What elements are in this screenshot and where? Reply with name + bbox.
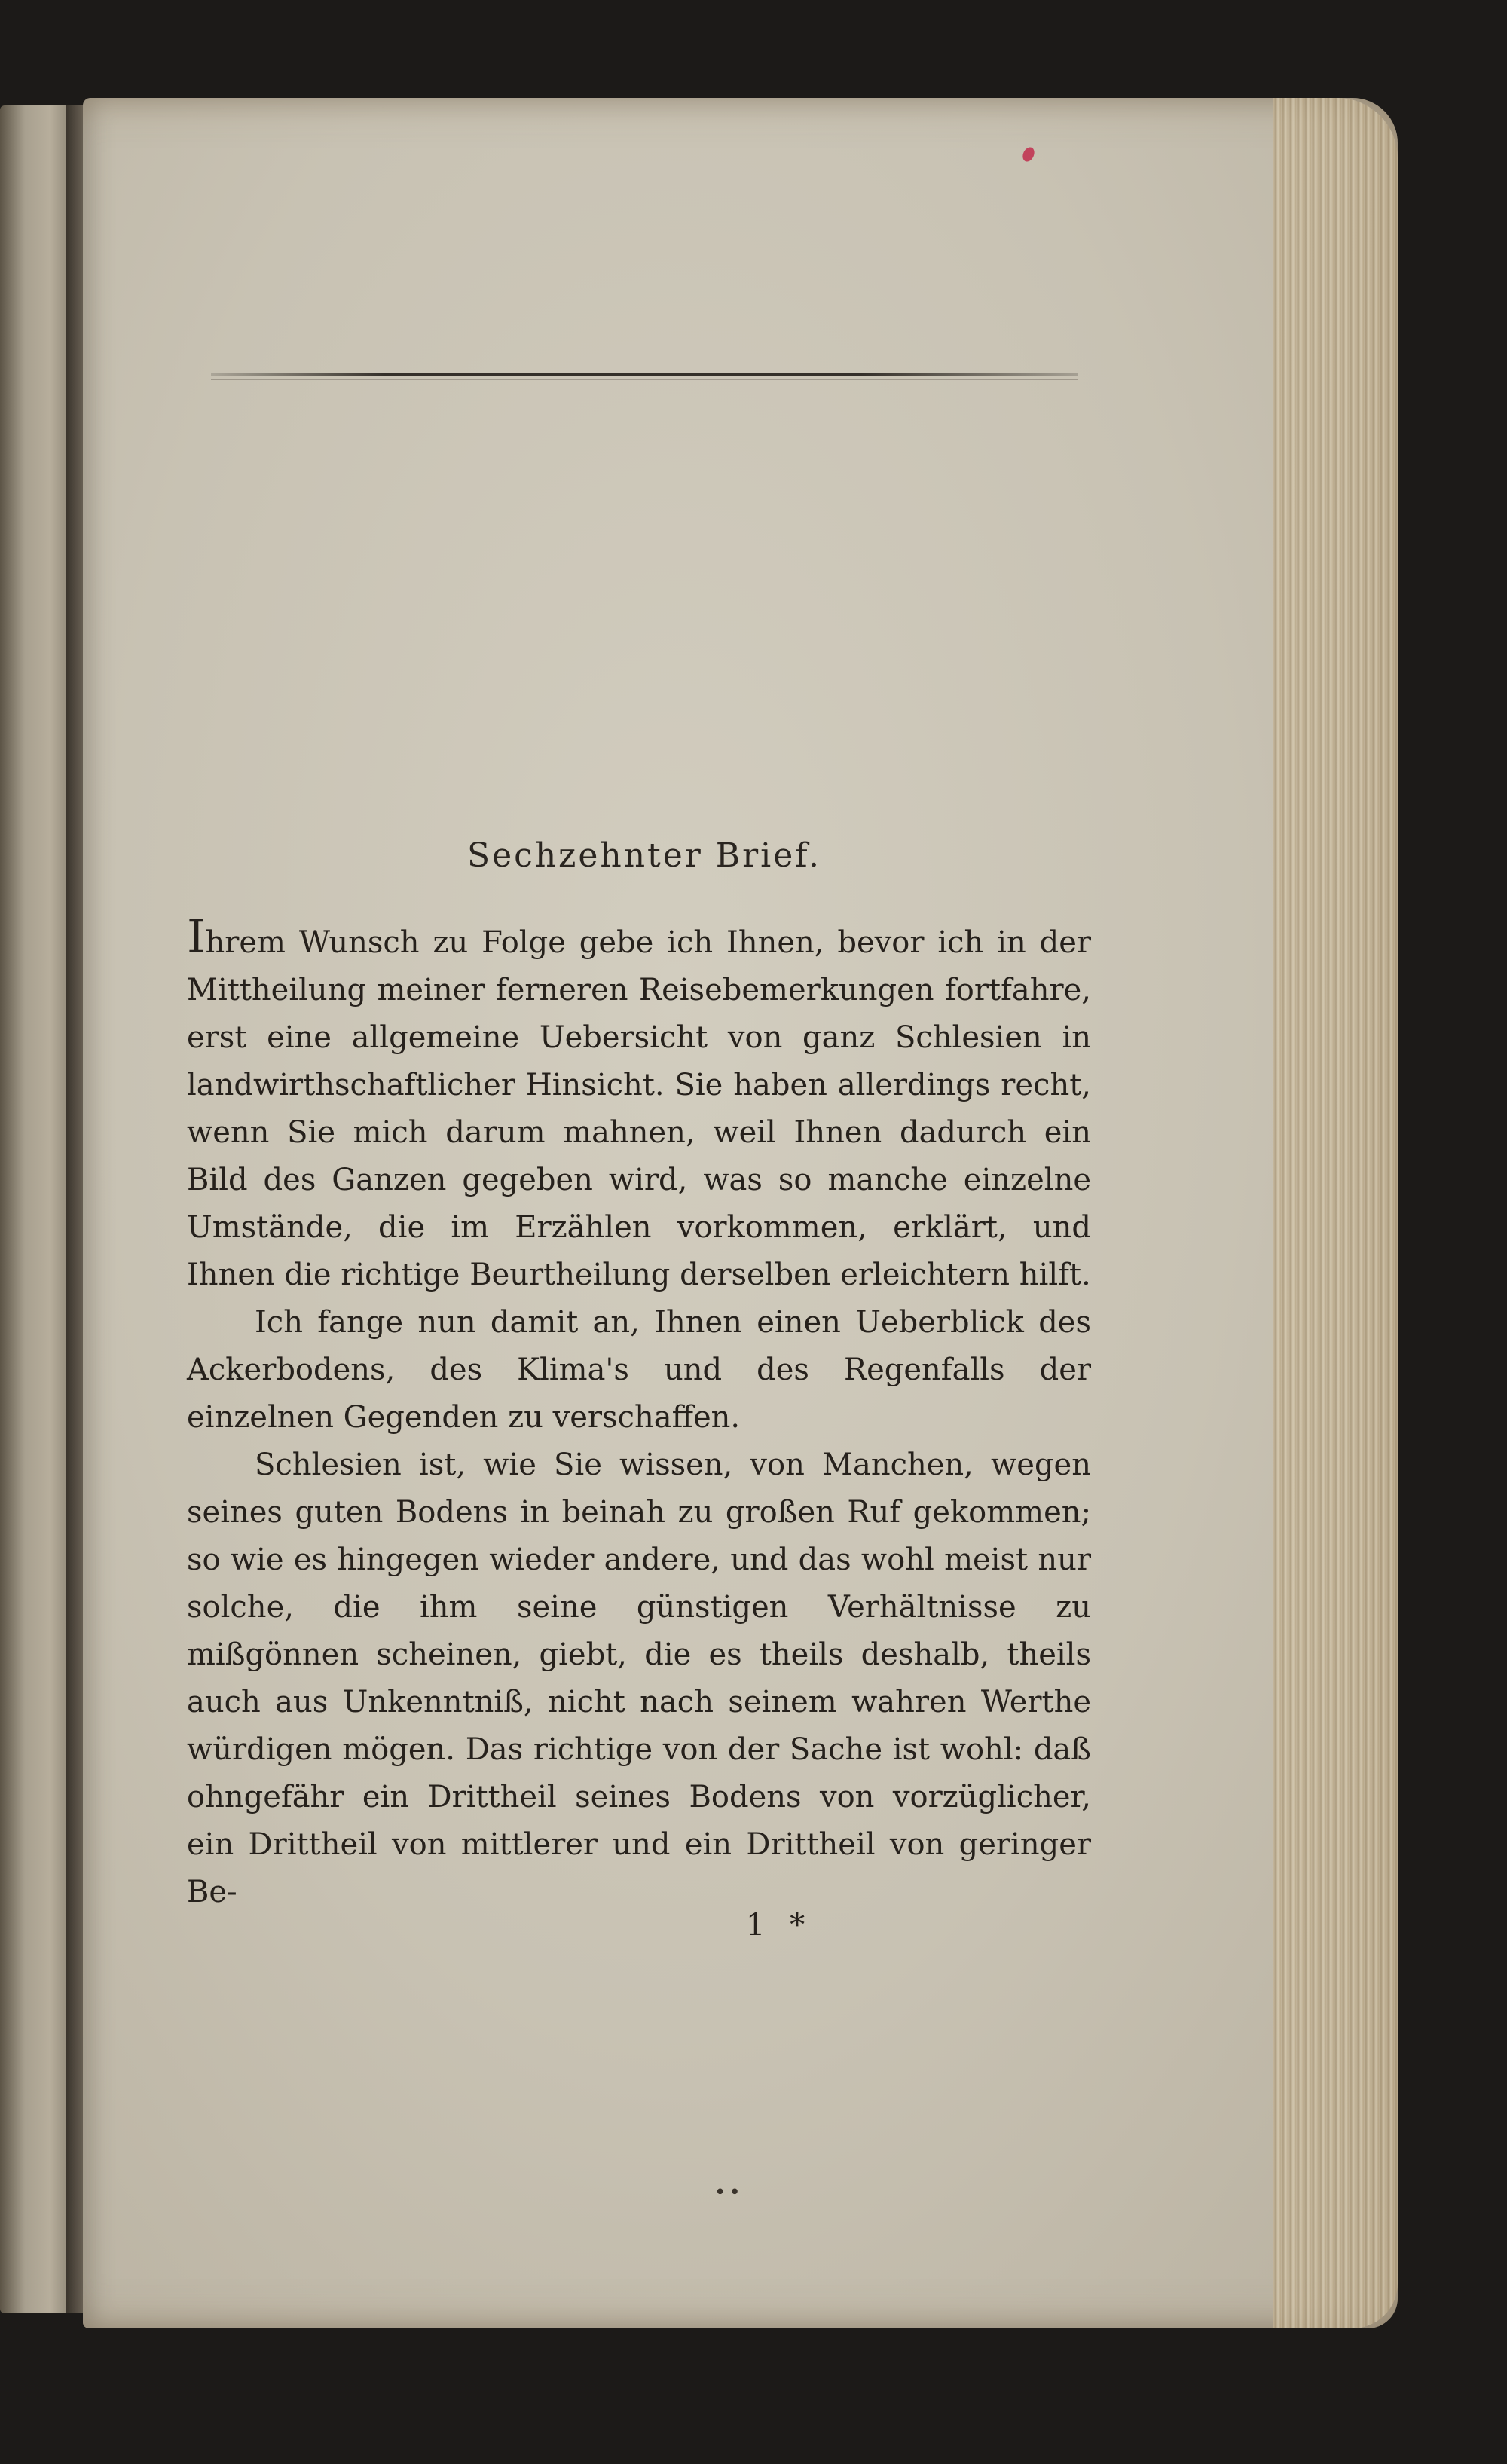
frayed-page-edge bbox=[1273, 98, 1398, 2328]
header-rule-thin bbox=[211, 379, 1078, 380]
letter-body bbox=[187, 909, 1091, 1916]
paragraph-2: Ich fange nun damit an, Ihnen einen Ueberblick des Ackerbodens, des Klima's und des Regenfalls der einzelnen Gegenden zu verschaffen. bbox=[187, 1305, 1091, 1435]
signature-mark: 1 * bbox=[746, 1908, 813, 1943]
book-gutter bbox=[66, 105, 84, 2313]
paragraph-3: Schlesien ist, wie Sie wissen, von Manchen, wegen seines guten Bodens in beinah zu großen Ruf gekommen; so wie es hingegen wieder andere, und das wohl meist nur solche, die ihm seine günstigen Verhältnisse zu mißgönnen scheinen, giebt, die es theils deshalb, theils auch aus Unkenntniß, nicht nach seinem wahren Werthe würdigen mögen. Das richtige von der Sache ist wohl: daß ohngefähr ein Drittheil seines Bodens von vorzüglicher, ein Drittheil von mittlerer und ein Drittheil von geringer Be- bbox=[187, 1448, 1091, 1909]
letter-heading: Sechzehnter Brief. bbox=[467, 836, 821, 875]
bottom-mark: •• bbox=[714, 2181, 744, 2204]
left-page-edge bbox=[0, 105, 72, 2313]
paragraph-1: Ihrem Wunsch zu Folge gebe ich Ihnen, bevor ich in der Mittheilung meiner ferneren Reisebemerkungen fortfahre, erst eine allgemeine Uebersicht von ganz Schlesien in landwirthschaftlicher Hinsicht. Sie haben allerdings recht, wenn Sie mich darum mahnen, weil Ihnen dadurch ein Bild des Ganzen gegeben wird, was so manche einzelne Umstände, die im Erzählen vorkommen, erklärt, und Ihnen die richtige Beurtheilung derselben erleichtern hilft. bbox=[187, 909, 1091, 1292]
header-rule bbox=[211, 373, 1078, 376]
